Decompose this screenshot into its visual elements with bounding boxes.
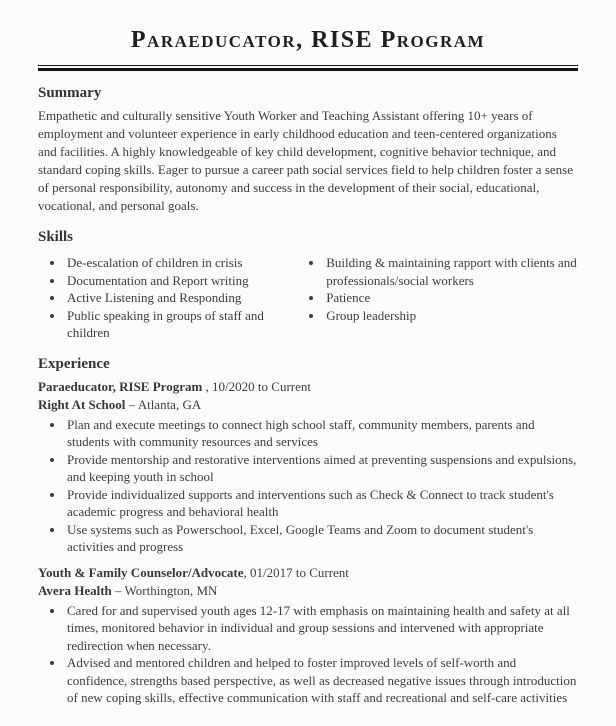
job-dates: , 10/2020 to Current <box>202 378 311 394</box>
job-bullet: • Use systems such as Powerschool, Excel, Google Teams and Zoom to document student's activities and progress <box>65 521 578 556</box>
job-dates: , 01/2017 to Current <box>243 564 349 580</box>
skill-item: • Patience <box>324 289 578 307</box>
skill-item: • Public speaking in groups of staff and children <box>65 307 297 342</box>
skill-item: • De-escalation of children in crisis <box>65 254 297 272</box>
job-bullet: • Provide mentorship and restorative interventions aimed at preventing suspensions and expulsions, and keeping youth in school <box>65 451 578 486</box>
job-bullet-list <box>38 416 578 556</box>
experience-section <box>38 356 578 707</box>
job-location: – Worthington, MN <box>111 582 218 598</box>
skill-item: • Group leadership <box>324 307 578 325</box>
skills-section <box>38 229 578 342</box>
resume-title: Paraeducator, RISE Program <box>130 27 486 53</box>
skills-list-right <box>297 254 578 342</box>
resume-page <box>0 26 616 707</box>
job-bullet: • Plan and execute meetings to connect high school staff, community members, parents and students with community resources and services <box>65 416 578 451</box>
skill-item: • Building & maintaining rapport with clients and professionals/social workers <box>324 254 578 289</box>
skill-item: • Active Listening and Responding <box>65 289 297 307</box>
job-company: Right At School <box>38 396 126 412</box>
summary-heading: Summary <box>38 85 102 101</box>
job-company-line <box>38 582 578 600</box>
job-bullet: • Advised and mentored children and helped to foster improved levels of self-worth and confidence, strengths based perspective, as well as decreased negative issues through introduction of new coping skills, effective communication with staff and recreational and self-care activities <box>65 654 578 707</box>
skill-item: • Documentation and Report writing <box>65 272 297 290</box>
skills-heading: Skills <box>38 229 74 245</box>
job-bullet-list <box>38 602 578 707</box>
job-entry <box>38 378 578 556</box>
summary-text: Empathetic and culturally sensitive Youth Worker and Teaching Assistant offering 10+ years of employment and volunteer experience in early childhood education and teen-centered organizations and facilities. A highly knowledgeable of key child development, cognitive behavior technique, and standard coping skills. Eager to pursue a career path social services field to help children foster a sense of personal responsibility, autonomy and success in the development of their social, educational, vocational, and personal goals. <box>38 108 573 213</box>
job-company: Avera Health <box>38 582 112 598</box>
job-title: Paraeducator, RISE Program <box>38 378 203 394</box>
job-bullet: • Cared for and supervised youth ages 12-17 with emphasis on maintaining health and safety at all times, monitored behavior in individual and group sessions and intervened with appropriate redirection when necessary. <box>65 602 578 655</box>
job-bullet: • Provide individualized supports and interventions such as Check & Connect to track student's academic progress and behavioral health <box>65 486 578 521</box>
job-entry <box>38 564 578 707</box>
skills-list-left <box>38 254 297 342</box>
experience-heading: Experience <box>38 355 110 372</box>
job-company-line <box>38 396 578 414</box>
title-divider <box>38 65 578 71</box>
job-location: – Atlanta, GA <box>125 396 202 412</box>
skills-columns <box>38 251 578 342</box>
job-title: Youth & Family Counselor/Advocate <box>38 564 244 580</box>
job-title-line <box>38 378 578 396</box>
summary-section <box>38 85 578 215</box>
job-title-line <box>38 564 578 582</box>
